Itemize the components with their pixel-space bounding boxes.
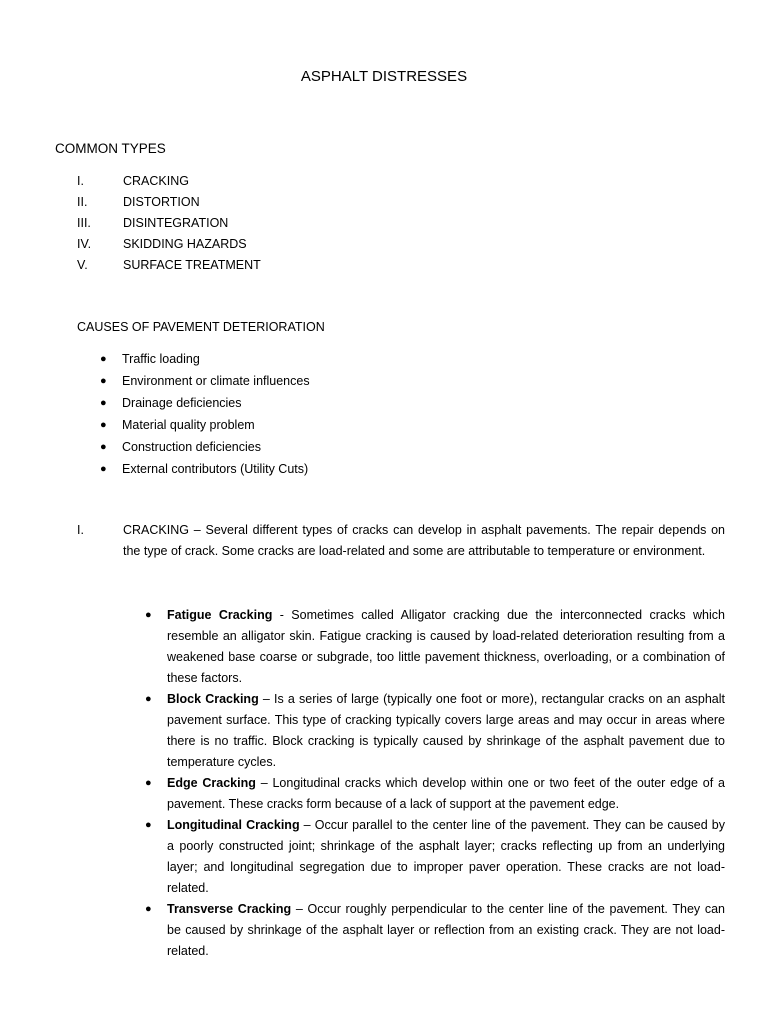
crack-description	[167, 899, 725, 962]
list-label: Traffic loading	[122, 352, 200, 366]
list-item	[145, 899, 725, 962]
list-number: II.	[77, 195, 88, 209]
causes-heading: CAUSES OF PAVEMENT DETERIORATION	[77, 320, 325, 334]
list-number: III.	[77, 216, 91, 230]
list-item	[145, 689, 725, 773]
list-label: Material quality problem	[122, 418, 255, 432]
bullet-icon: ●	[145, 777, 152, 789]
crack-text: – Occur parallel to the center line of the pavement. They can be caused by a poorly constructed joint; shrinkage of the asphalt layer; cracks reflecting up from an underlying layer; and longitudinal segregation due to improper paver operation. These cracks are not load-related.	[167, 818, 725, 895]
list-item	[77, 192, 261, 213]
list-label: DISINTEGRATION	[123, 216, 229, 230]
list-label: DISTORTION	[123, 195, 200, 209]
crack-text: – Is a series of large (typically one foot or more), rectangular cracks on an asphalt pavement surface. This type of cracking typically covers large areas and may occur in areas where there is no traffic. Block cracking is typically caused by shrinkage of the asphalt pavement due to temperature cycles.	[167, 692, 726, 769]
list-item	[77, 234, 261, 255]
list-item	[77, 171, 261, 192]
bullet-icon: ●	[100, 463, 107, 475]
section-intro: CRACKING – Several different types of cracks can develop in asphalt pavements. The repair depends on the type of crack. Some cracks are load-related and some are attributable to temperature or environment.	[123, 523, 725, 558]
bullet-icon: ●	[145, 819, 152, 831]
list-item	[145, 815, 725, 899]
list-label: External contributors (Utility Cuts)	[122, 462, 309, 476]
bullet-icon: ●	[145, 693, 152, 705]
crack-text: – Longitudinal cracks which develop within one or two feet of the outer edge of a pavement. These cracks form because of a lack of support at the pavement edge.	[167, 776, 725, 811]
cracking-section	[77, 520, 725, 562]
list-number: I.	[77, 174, 84, 188]
crack-name: Transverse Cracking	[167, 902, 292, 916]
list-label: Drainage deficiencies	[122, 396, 242, 410]
crack-description	[167, 773, 725, 815]
list-label: SKIDDING HAZARDS	[123, 237, 247, 251]
bullet-icon: ●	[100, 397, 107, 409]
list-label: Environment or climate influences	[122, 374, 310, 388]
bullet-icon: ●	[100, 441, 107, 453]
causes-list	[100, 349, 310, 481]
crack-name: Edge Cracking	[167, 776, 256, 790]
list-item	[100, 437, 310, 459]
crack-description	[167, 605, 725, 689]
list-item	[77, 213, 261, 234]
list-label: CRACKING	[123, 174, 189, 188]
bullet-icon: ●	[145, 609, 152, 621]
list-label: SURFACE TREATMENT	[123, 258, 261, 272]
bullet-icon: ●	[100, 353, 107, 365]
list-item	[100, 415, 310, 437]
list-item	[100, 349, 310, 371]
list-item	[77, 255, 261, 276]
list-item	[100, 371, 310, 393]
crack-description	[167, 689, 725, 773]
page-title: ASPHALT DISTRESSES	[300, 68, 468, 85]
section-number: I.	[77, 523, 84, 537]
list-item	[145, 773, 725, 815]
list-item	[100, 459, 310, 481]
list-number: IV.	[77, 237, 92, 251]
list-item	[100, 393, 310, 415]
list-item	[145, 605, 725, 689]
bullet-icon: ●	[100, 419, 107, 431]
bullet-icon: ●	[145, 903, 152, 915]
crack-description	[167, 815, 725, 899]
crack-types-list	[145, 605, 725, 962]
crack-name: Longitudinal Cracking	[167, 818, 300, 832]
crack-text: – Occur roughly perpendicular to the center line of the pavement. They can be caused by shrinkage of the asphalt layer or reflection from an existing crack. They are not load-related.	[167, 902, 725, 958]
list-number: V.	[77, 258, 88, 272]
common-types-list	[77, 171, 261, 276]
crack-name: Block Cracking	[167, 692, 259, 706]
crack-name: Fatigue Cracking	[167, 608, 273, 622]
common-types-heading: COMMON TYPES	[55, 141, 166, 156]
list-label: Construction deficiencies	[122, 440, 261, 454]
bullet-icon: ●	[100, 375, 107, 387]
crack-text: - Sometimes called Alligator cracking due the interconnected cracks which resemble an alligator skin. Fatigue cracking is caused by load-related deterioration resulting from a weakened base coarse or subgrade, too little pavement thickness, overloading, or a combination of these factors.	[167, 608, 725, 685]
